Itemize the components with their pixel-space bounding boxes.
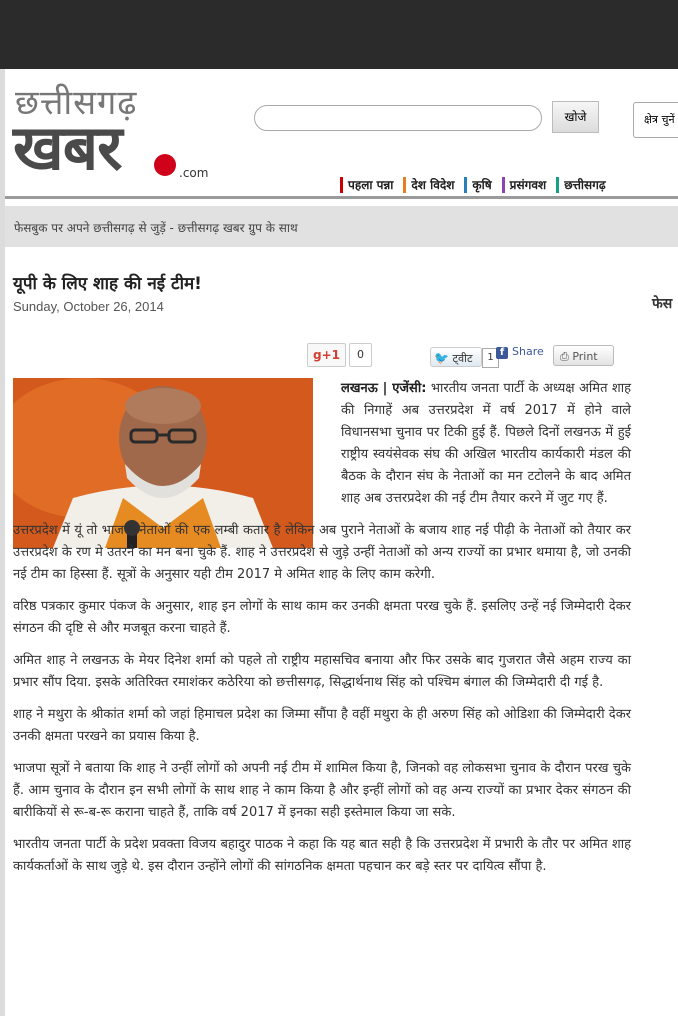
browser-top-bar	[0, 0, 678, 69]
nav-item-4[interactable]: छत्तीसगढ़	[556, 177, 605, 193]
search-button[interactable]: खोजे	[552, 101, 599, 133]
nav-item-2[interactable]: कृषि	[464, 177, 491, 193]
article-lead-paragraph	[341, 378, 631, 510]
facebook-join-text[interactable]: फेसबुक पर अपने छत्तीसगढ़ से जुड़ें - छत्तीसगढ़ खबर ग्रुप के साथ	[14, 221, 298, 235]
lead-text: भारतीय जनता पार्टी के अध्यक्ष अमित शाह की निगाहें अब उत्तरप्रदेश में वर्ष 2017 में होने वाले विधानसभा चुनाव पर टिकी हुई हैं. पिछले दिनों लखनऊ में हुई राष्ट्रीय स्वयंसेवक संघ की अखिल भारतीय कार्यकारी मंडल की बैठक के दौरान संघ के नेताओं का मन टटोलने के बाद अमित शाह अब उत्तरप्रदेश की नई टीम तैयार करने में जुट गए हैं.	[341, 381, 631, 506]
main-nav	[340, 174, 616, 196]
facebook-share-label: Share	[512, 345, 544, 358]
article-title: यूपी के लिए शाह की नई टीम!	[13, 274, 202, 294]
article-body	[13, 378, 631, 888]
facebook-share-button[interactable]	[496, 345, 544, 359]
google-plus-button[interactable]: g+1	[307, 343, 346, 367]
nav-item-1[interactable]: देश विदेश	[403, 177, 454, 193]
article-paragraph: भारतीय जनता पार्टी के प्रदेश प्रवक्ता विजय बहादुर पाठक ने कहा कि यह बात सही है कि उत्तरप्रदेश में प्रभारी के तौर पर अमित शाह कार्यकर्ताओं के साथ जुड़े थे. इस दौरान उन्होंने लोगों की सांगठनिक क्षमता पहचान कर बड़े स्तर पर दायित्व सौंपा है.	[13, 837, 631, 874]
logo-red-dot	[154, 154, 176, 176]
facebook-join-bar[interactable]	[5, 206, 678, 247]
article-paragraphs	[13, 520, 631, 878]
article-paragraph: अमित शाह ने लखनऊ के मेयर दिनेश शर्मा को पहले तो राष्ट्रीय महासचिव बनाया और फिर उसके बाद गुजरात जैसे अहम राज्य का प्रभार सौंप दिया. इसके अतिरिक्त रमाशंकर कठेरिया को छत्तीसगढ़, सिद्धार्थनाथ सिंह को पश्चिम बंगाल की जिम्मेदारी दी गई है.	[13, 653, 631, 690]
tweet-label: ट्वीट	[452, 352, 473, 365]
nav-divider	[5, 196, 678, 199]
logo-main-text[interactable]: खबर	[13, 111, 122, 184]
article-date: Sunday, October 26, 2014	[13, 299, 164, 314]
site-header	[5, 69, 678, 205]
logo-suffix: .com	[179, 166, 209, 180]
article-paragraph: भाजपा सूत्रों ने बताया कि शाह ने उन्हीं लोगों को अपनी नई टीम में शामिल किया है, जिनको वह लोकसभा चुनाव के दौरान परख चुके हैं. आम चुनाव के दौरान इन सभी लोगों के साथ शाह ने काम किया है और इन्हीं लोगों को वह अन्य राज्यों का प्रभार देकर संगठन की बारीकियों से रू-ब-रू कराना चाहते हैं, ताकि वर्ष 2017 में इनका सही इस्तेमाल किया जा सके.	[13, 761, 631, 820]
search-input[interactable]	[254, 105, 542, 131]
article-paragraph: उत्तरप्रदेश में यूं तो भाजपा नेताओं की एक लम्बी कतार है लेकिन अब पुराने नेताओं के बजाय शाह नई पीढ़ी के नेताओं को तैयार कर उत्तरप्रदेश के रण मे उतरने का मन बना चुके हैं. शाह ने उत्तरप्रदेश से जुड़े उन्हीं नेताओं को अन्य राज्यों का प्रभार थमाया है, जो उनकी नई टीम का हिस्सा हैं. सूत्रों के अनुसार यही टीम 2017 मे अमित शाह के लिए काम करेगी.	[13, 523, 631, 582]
facebook-icon: f	[496, 347, 508, 359]
twitter-bird-icon: 🐦	[434, 351, 449, 365]
printer-icon: ⎙	[560, 350, 569, 363]
tweet-button[interactable]	[430, 347, 482, 367]
logo-top-text[interactable]: छत्तीसगढ़	[15, 83, 138, 123]
article-paragraph: शाह ने मथुरा के श्रीकांत शर्मा को जहां हिमाचल प्रदेश का जिम्मा सौंपा है वहीं मथुरा के ही अरुण सिंह को ओडिशा की जिम्मेदारी देकर उनकी क्षमता परखने का प्रयास किया है.	[13, 707, 631, 744]
nav-item-0[interactable]: पहला पन्ना	[340, 177, 393, 193]
print-button[interactable]	[553, 345, 614, 366]
print-label: Print	[572, 350, 598, 363]
nav-item-3[interactable]: प्रसंगवश	[502, 177, 547, 193]
google-plus-count: 0	[349, 343, 372, 367]
tweet-count: 1	[482, 348, 499, 368]
sidebar-peek-text: फेस	[652, 296, 673, 312]
lead-source: लखनऊ | एजेंसी:	[341, 381, 427, 396]
region-select[interactable]: क्षेत्र चुनें	[633, 102, 678, 138]
article-paragraph: वरिष्ठ पत्रकार कुमार पंकज के अनुसार, शाह इन लोगों के साथ काम कर उनकी क्षमता परख चुके हैं. इसलिए उन्हें नई जिम्मेदारी देकर संगठन की दृष्टि से और मजबूत करना चाहते हैं.	[13, 599, 631, 636]
